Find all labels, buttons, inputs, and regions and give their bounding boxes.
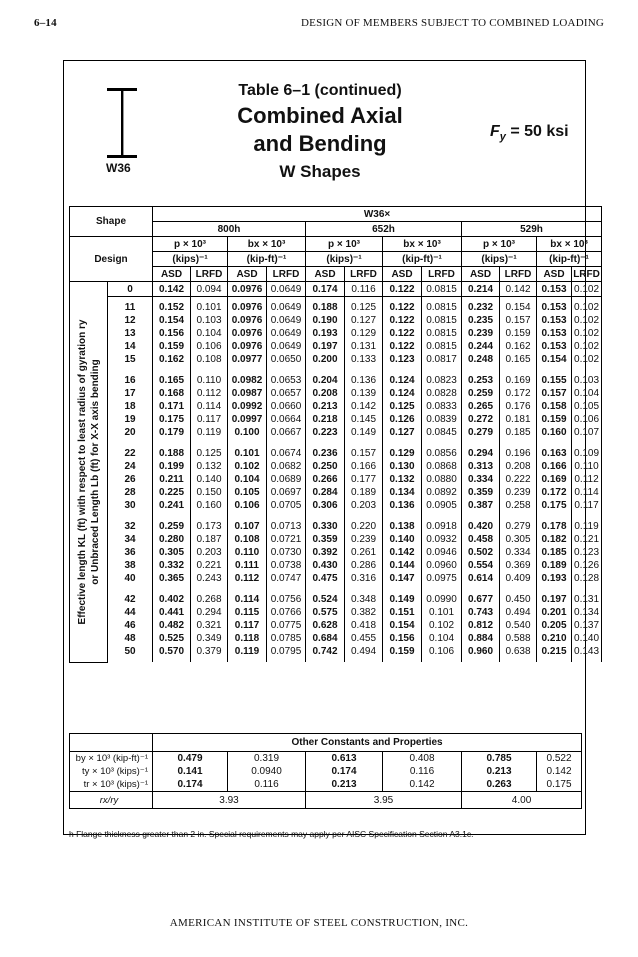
title-line-1: Combined Axial (237, 103, 403, 128)
bx-units: (kip-ft)⁻¹ (228, 252, 306, 267)
value-cell (422, 516, 462, 589)
cell-values: 0.524 0.575 0.628 0.684 0.742 (312, 594, 338, 657)
title-line-2: and Bending (253, 131, 387, 156)
value-cell (572, 443, 602, 516)
side-label-line-1: Effective length KL (ft) with respect to least radius of gyration ry (76, 319, 88, 625)
cell-values: 0.0815 0.0815 0.0815 0.0815 0.0817 (426, 302, 457, 365)
other-labels-text: by × 10³ (kip-ft)⁻¹ ty × 10³ (kips)⁻¹ tr × 10³ (kips)⁻¹ (75, 753, 148, 790)
value-cell (500, 516, 537, 589)
yield-strength (490, 123, 569, 143)
asd-header: ASD (306, 267, 345, 282)
cell-values: 0.122 0.122 0.122 0.122 0.123 (389, 302, 415, 365)
p-units: (kips)⁻¹ (462, 252, 537, 267)
size-652: 652h (306, 222, 462, 237)
cell-values: 0.253 0.259 0.265 0.272 0.279 (468, 375, 494, 438)
value-cell (345, 516, 383, 589)
p-header: p × 10³ (462, 237, 537, 252)
value-cell: 0.116 (345, 282, 383, 297)
cell-values: 0.125 0.132 0.140 0.150 0.160 (196, 448, 222, 511)
constants-529-lrfd (537, 752, 582, 792)
value-cell (228, 370, 267, 443)
length-cell: 0 (108, 282, 153, 297)
shape-family: W36× (153, 207, 602, 222)
page-header (34, 17, 604, 33)
value-cell (345, 443, 383, 516)
cell-values: 0.152 0.154 0.156 0.159 0.162 (159, 302, 185, 365)
cell-values: 0.0856 0.0868 0.0880 0.0892 0.0905 (426, 448, 457, 511)
value-cell (267, 516, 306, 589)
fy-subscript: y (499, 131, 506, 144)
cell-values: 0.149 0.151 0.154 0.156 0.159 (389, 594, 415, 657)
value-cell: 0.142 (153, 282, 191, 297)
cell-values: 0.107 0.108 0.110 0.111 0.112 (234, 521, 260, 584)
cell-values: 22 24 26 28 30 (124, 448, 136, 511)
cell-values: 0.101 0.102 0.104 0.105 0.106 (234, 448, 260, 511)
value-cell (572, 589, 602, 662)
cell-values: 0.157 0.166 0.177 0.189 0.203 (351, 448, 377, 511)
cell-values: 0.0823 0.0828 0.0833 0.0839 0.0845 (426, 375, 457, 438)
bx-header: bx × 10³ (228, 237, 306, 252)
fy-value: = 50 ksi (505, 123, 569, 140)
cell-values: 0.279 0.305 0.334 0.369 0.409 (505, 521, 531, 584)
value-cell (422, 589, 462, 662)
design-header: Design (70, 237, 153, 282)
value-cell (383, 516, 422, 589)
side-label-line-2: or Unbraced Length Lb (ft) for X-X axis bending (89, 358, 101, 585)
cell-values: 0.173 0.187 0.203 0.221 0.243 (196, 521, 222, 584)
cell-values: 0.155 0.157 0.158 0.159 0.160 (541, 375, 567, 438)
cell-values: 0.188 0.190 0.193 0.197 0.200 (312, 302, 338, 365)
value-cell (572, 297, 602, 371)
value-cell (383, 589, 422, 662)
value-cell (108, 589, 153, 662)
section-label: W36 (106, 161, 131, 175)
asd-header: ASD (537, 267, 572, 282)
value-cell (572, 370, 602, 443)
value-cell (108, 370, 153, 443)
constants-800-lrfd (228, 752, 306, 792)
page-footer: AMERICAN INSTITUTE OF STEEL CONSTRUCTION, INC. (169, 917, 469, 929)
subtitle: W Shapes (279, 162, 361, 181)
value-cell (500, 589, 537, 662)
cell-values: 0.0756 0.0766 0.0775 0.0785 0.0795 (270, 594, 302, 657)
value-cell (191, 516, 228, 589)
table-row-zero (70, 282, 602, 297)
cell-values: 0.197 0.201 0.205 0.210 0.215 (541, 594, 567, 657)
cell-values: 0.0674 0.0682 0.0689 0.0697 0.0705 (270, 448, 302, 511)
value-cell (345, 370, 383, 443)
cell-values: 0.420 0.458 0.502 0.554 0.614 (468, 521, 494, 584)
footnote: h Flange thickness greater than 2 in. Special requirements may apply per AISC Specification Section A3.1c. (69, 829, 474, 839)
size-529: 529h (462, 222, 602, 237)
value-cell (422, 370, 462, 443)
p-header: p × 10³ (153, 237, 228, 252)
ratio-529: 4.00 (462, 792, 582, 809)
cell-values: 0.330 0.359 0.392 0.430 0.475 (312, 521, 338, 584)
constants-col: 0.785 0.213 0.263 (486, 753, 512, 790)
cell-values: 0.677 0.743 0.812 0.884 0.960 (468, 594, 494, 657)
value-cell (267, 589, 306, 662)
value-cell (500, 297, 537, 371)
constants-800-asd (153, 752, 228, 792)
value-cell (267, 443, 306, 516)
ratio-800: 3.93 (153, 792, 306, 809)
value-cell (153, 589, 191, 662)
cell-values: 0.153 0.153 0.153 0.153 0.154 (541, 302, 567, 365)
fy-symbol: F (490, 123, 500, 140)
w-shape-icon (107, 88, 137, 158)
ratio-label: rx/ry (70, 792, 153, 809)
value-cell (191, 443, 228, 516)
cell-values: 0.136 0.139 0.142 0.145 0.149 (351, 375, 377, 438)
value-cell: 0.214 (462, 282, 500, 297)
table-row-group (70, 516, 602, 589)
side-label (70, 282, 108, 663)
asd-header: ASD (153, 267, 191, 282)
value-cell (153, 297, 191, 371)
cell-values: 16 17 18 19 20 (124, 375, 136, 438)
bx-units: (kip-ft)⁻¹ (537, 252, 602, 267)
bx-header: bx × 10³ (383, 237, 462, 252)
cell-values: 0.402 0.441 0.482 0.525 0.570 (159, 594, 185, 657)
cell-values: 0.204 0.208 0.213 0.218 0.223 (312, 375, 338, 438)
table-row-group (70, 443, 602, 516)
other-constants-labels (70, 752, 153, 792)
cell-values: 42 44 46 48 50 (124, 594, 136, 657)
value-cell (537, 516, 572, 589)
page-number: 6–14 (34, 17, 57, 29)
cell-values: 0.109 0.110 0.112 0.114 0.117 (574, 448, 600, 511)
constants-col: 0.319 0.0940 0.116 (251, 753, 282, 790)
value-cell (108, 443, 153, 516)
cell-values: 32 34 36 38 40 (124, 521, 136, 584)
value-cell (228, 297, 267, 371)
value-cell (306, 589, 345, 662)
value-cell (383, 370, 422, 443)
bx-units: (kip-ft)⁻¹ (383, 252, 462, 267)
table-row-group (70, 370, 602, 443)
running-title: DESIGN OF MEMBERS SUBJECT TO COMBINED LOADING (301, 17, 604, 29)
p-units: (kips)⁻¹ (153, 252, 228, 267)
value-cell (191, 370, 228, 443)
value-cell (191, 297, 228, 371)
value-cell (462, 443, 500, 516)
cell-values: 0.294 0.313 0.334 0.359 0.387 (468, 448, 494, 511)
size-800: 800h (153, 222, 306, 237)
cell-values: 0.232 0.235 0.239 0.244 0.248 (468, 302, 494, 365)
value-cell: 0.094 (191, 282, 228, 297)
side-label-text (76, 319, 102, 624)
value-cell (537, 370, 572, 443)
bx-header: bx × 10³ (537, 237, 602, 252)
cell-values: 0.163 0.166 0.169 0.172 0.175 (541, 448, 567, 511)
cell-values: 0.0649 0.0649 0.0649 0.0649 0.0650 (270, 302, 302, 365)
p-units: (kips)⁻¹ (306, 252, 383, 267)
value-cell (153, 516, 191, 589)
cell-values: 0.178 0.182 0.185 0.189 0.193 (541, 521, 567, 584)
value-cell (537, 589, 572, 662)
other-constants-table (69, 733, 582, 809)
value-cell: 0.142 (500, 282, 537, 297)
cell-values: 0.125 0.127 0.129 0.131 0.133 (351, 302, 377, 365)
cell-values: 0.220 0.239 0.261 0.286 0.316 (351, 521, 377, 584)
value-cell (228, 516, 267, 589)
combined-axial-table (69, 206, 602, 663)
value-cell (108, 297, 153, 371)
constants-col: 0.479 0.141 0.174 (177, 753, 203, 790)
value-cell: 0.174 (306, 282, 345, 297)
value-cell (383, 443, 422, 516)
cell-values: 0.0713 0.0721 0.0730 0.0738 0.0747 (270, 521, 302, 584)
cell-values: 0.0990 0.101 0.102 0.104 0.106 (426, 594, 457, 657)
cell-values: 0.101 0.103 0.104 0.106 0.108 (196, 302, 222, 365)
cell-values: 0.188 0.199 0.211 0.225 0.241 (159, 448, 185, 511)
cell-values: 0.124 0.124 0.125 0.126 0.127 (389, 375, 415, 438)
value-cell (462, 589, 500, 662)
constants-col: 0.613 0.174 0.213 (331, 753, 357, 790)
cell-values: 0.236 0.250 0.266 0.284 0.306 (312, 448, 338, 511)
table-row-group (70, 589, 602, 662)
value-cell: 0.102 (572, 282, 602, 297)
cell-values: 0.0918 0.0932 0.0946 0.0960 0.0975 (426, 521, 457, 584)
value-cell (267, 297, 306, 371)
value-cell (462, 516, 500, 589)
cell-values: 0.0982 0.0987 0.0992 0.0997 0.100 (231, 375, 263, 438)
shape-header: Shape (70, 207, 153, 237)
asd-header: ASD (228, 267, 267, 282)
cell-values: 0.103 0.104 0.105 0.106 0.107 (574, 375, 600, 438)
value-cell (191, 589, 228, 662)
value-cell: 0.0815 (422, 282, 462, 297)
cell-values: 0.0653 0.0657 0.0660 0.0664 0.0667 (270, 375, 302, 438)
constants-529-asd (462, 752, 537, 792)
value-cell (153, 443, 191, 516)
value-cell (228, 589, 267, 662)
value-cell (537, 297, 572, 371)
cell-values: 0.154 0.157 0.159 0.162 0.165 (505, 302, 531, 365)
asd-header: ASD (462, 267, 500, 282)
value-cell (422, 443, 462, 516)
value-cell (537, 443, 572, 516)
cell-values: 0.114 0.115 0.117 0.118 0.119 (234, 594, 260, 657)
lrfd-header: LRFD (345, 267, 383, 282)
ratio-652: 3.95 (306, 792, 462, 809)
value-cell: 0.122 (383, 282, 422, 297)
value-cell (500, 443, 537, 516)
value-cell (228, 443, 267, 516)
constants-col: 0.408 0.116 0.142 (409, 753, 435, 790)
constants-col: 0.522 0.142 0.175 (546, 753, 572, 790)
cell-values: 0.450 0.494 0.540 0.588 0.638 (505, 594, 531, 657)
cell-values: 0.169 0.172 0.176 0.181 0.185 (505, 375, 531, 438)
value-cell (345, 297, 383, 371)
cell-values: 0.0976 0.0976 0.0976 0.0976 0.0977 (231, 302, 263, 365)
cell-values: 0.196 0.208 0.222 0.239 0.258 (505, 448, 531, 511)
other-constants-heading: Other Constants and Properties (153, 734, 582, 752)
cell-values: 0.259 0.280 0.305 0.332 0.365 (159, 521, 185, 584)
cell-values: 0.348 0.382 0.418 0.455 0.494 (351, 594, 377, 657)
value-cell (383, 297, 422, 371)
cell-values: 0.131 0.134 0.137 0.140 0.143 (574, 594, 600, 657)
lrfd-header: LRFD (422, 267, 462, 282)
value-cell (153, 370, 191, 443)
value-cell: 0.0649 (267, 282, 306, 297)
value-cell: 0.153 (537, 282, 572, 297)
value-cell (462, 370, 500, 443)
asd-header: ASD (383, 267, 422, 282)
cell-values: 0.165 0.168 0.171 0.175 0.179 (159, 375, 185, 438)
value-cell: 0.0976 (228, 282, 267, 297)
cell-values: 0.129 0.130 0.132 0.134 0.136 (389, 448, 415, 511)
p-header: p × 10³ (306, 237, 383, 252)
value-cell (306, 516, 345, 589)
cell-values: 0.268 0.294 0.321 0.349 0.379 (196, 594, 222, 657)
value-cell (345, 589, 383, 662)
lrfd-header: LRFD (191, 267, 228, 282)
value-cell (306, 370, 345, 443)
value-cell (422, 297, 462, 371)
cell-values: 0.119 0.121 0.123 0.126 0.128 (574, 521, 600, 584)
cell-values: 0.102 0.102 0.102 0.102 0.102 (574, 302, 600, 365)
value-cell (267, 370, 306, 443)
value-cell (306, 443, 345, 516)
value-cell (572, 516, 602, 589)
cell-values: 0.138 0.140 0.142 0.144 0.147 (389, 521, 415, 584)
constants-652-asd (306, 752, 383, 792)
constants-652-lrfd (383, 752, 462, 792)
lrfd-header: LRFD (267, 267, 306, 282)
cell-values: 11 12 13 14 15 (124, 302, 136, 365)
cell-values: 0.110 0.112 0.114 0.117 0.119 (196, 375, 222, 438)
value-cell (306, 297, 345, 371)
value-cell (108, 516, 153, 589)
lrfd-header: LRFD (500, 267, 537, 282)
value-cell (462, 297, 500, 371)
table-row-group (70, 297, 602, 371)
lrfd-header: LRFD (573, 268, 600, 280)
table-label: Table 6–1 (continued) (238, 82, 402, 99)
value-cell (500, 370, 537, 443)
